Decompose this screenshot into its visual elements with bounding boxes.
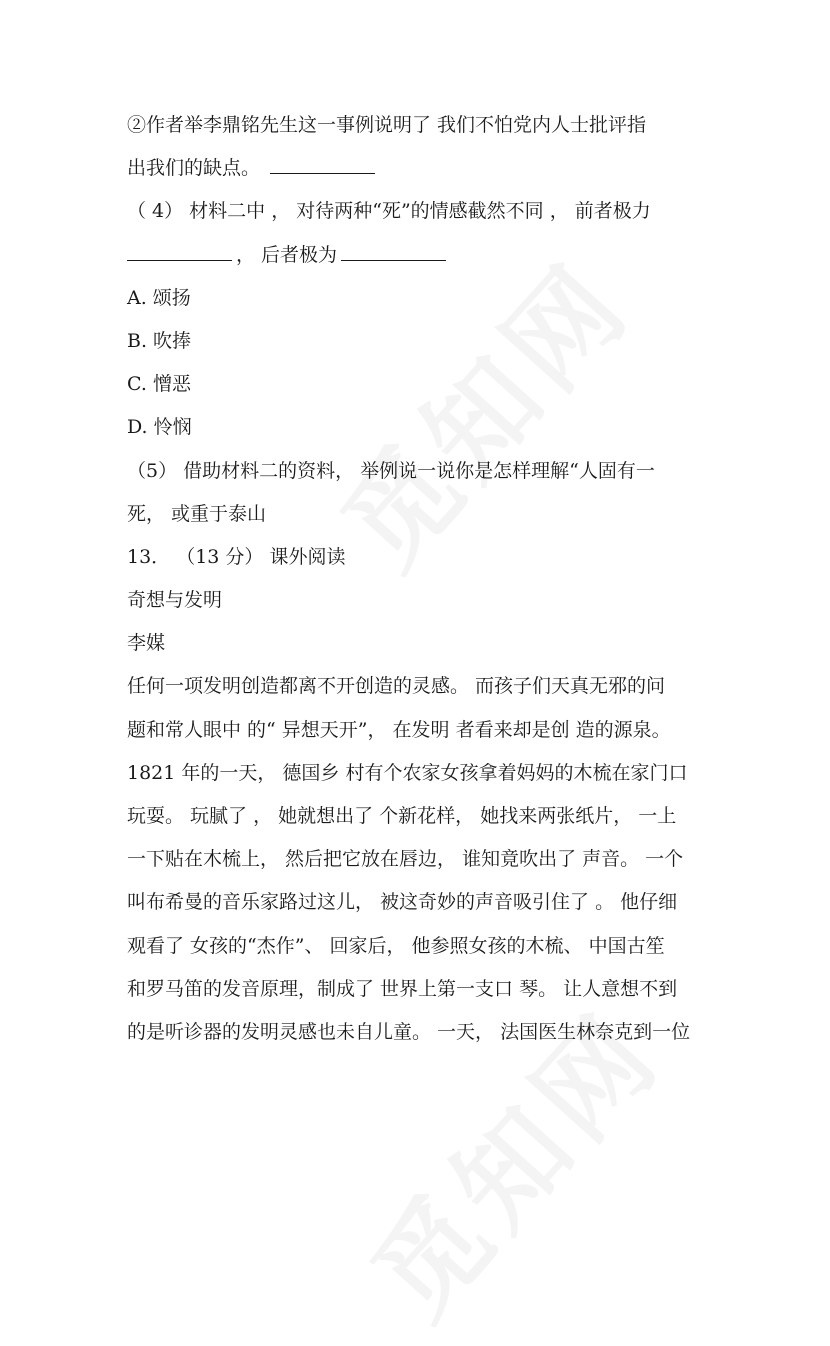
text-line — [127, 925, 727, 968]
line-text: 死， 或重于泰山 — [127, 502, 267, 525]
text-line — [127, 320, 727, 363]
line-text: 叫布希曼的音乐家路过这儿， 被这奇妙的声音吸引住了 。 他仔细 — [127, 891, 678, 914]
text-line — [127, 536, 727, 579]
text-line — [127, 104, 727, 147]
text-line — [127, 1011, 727, 1054]
line-text: （5） 借助材料二的资料， 举例说一说你是怎样理解“人固有一 — [127, 459, 655, 482]
text-line — [127, 838, 727, 881]
line-text: 1821 年的一天， 德国乡 村有个农家女孩拿着妈妈的木梳在家门口 — [127, 761, 688, 784]
text-line — [127, 190, 727, 233]
text-line — [127, 493, 727, 536]
line-text: 奇想与发明 — [127, 589, 223, 612]
text-line — [127, 147, 727, 190]
line-text: （ 4） 材料二中 ， 对待两种“死”的情感截然不同 ， 前者极力 — [127, 200, 651, 223]
text-line — [127, 752, 727, 795]
line-text: 和罗马笛的发音原理，制成了 世界上第一支口 琴。 让人意想不到 — [127, 977, 678, 1000]
line-text: ②作者举李鼎铭先生这一事例说明了 我们不怕党内人士批评指 — [127, 114, 647, 136]
answer-blank[interactable] — [270, 172, 375, 174]
text-line — [127, 234, 727, 277]
text-line — [127, 406, 727, 449]
text-line — [127, 795, 727, 838]
text-line — [127, 579, 727, 622]
line-text: 李媒 — [127, 632, 166, 655]
line-text: ， 后者极为 — [236, 243, 338, 266]
text-line — [127, 709, 727, 752]
text-line — [127, 363, 727, 406]
line-text: 任何一项发明创造都离不开创造的灵感。 而孩子们天真无邪的问 — [127, 675, 666, 698]
line-text: A. 颂扬 — [127, 286, 191, 309]
line-text: C. 憎恶 — [127, 373, 191, 396]
line-text: 的是听诊器的发明灵感也未自儿童。 一天， 法国医生林奈克到一位 — [127, 1020, 691, 1043]
line-text: 玩耍。 玩腻了 ， 她就想出了 个新花样， 她找来两张纸片， 一上 — [127, 805, 677, 827]
line-text: D. 怜悯 — [127, 416, 192, 439]
text-line — [127, 622, 727, 665]
text-line — [127, 968, 727, 1011]
line-text: B. 吹捧 — [127, 329, 192, 352]
document-body — [127, 104, 727, 1054]
text-line — [127, 450, 727, 493]
line-text: 出我们的缺点。 — [127, 157, 267, 180]
line-text: 观看了 女孩的“杰作”、 回家后， 他参照女孩的木梳、 中国古笙 — [127, 934, 665, 957]
answer-blank[interactable] — [341, 259, 446, 261]
line-text: 13． （13 分） 课外阅读 — [127, 545, 346, 568]
line-text: 一下贴在木梳上， 然后把它放在唇边， 谁知竟吹出了 声音。 一个 — [127, 848, 684, 871]
text-line — [127, 881, 727, 924]
text-line — [127, 277, 727, 320]
line-text: 题和常人眼中 的“ 异想天开”， 在发明 者看来却是创 造的源泉。 — [127, 718, 671, 741]
text-line — [127, 665, 727, 708]
answer-blank[interactable] — [127, 259, 232, 261]
